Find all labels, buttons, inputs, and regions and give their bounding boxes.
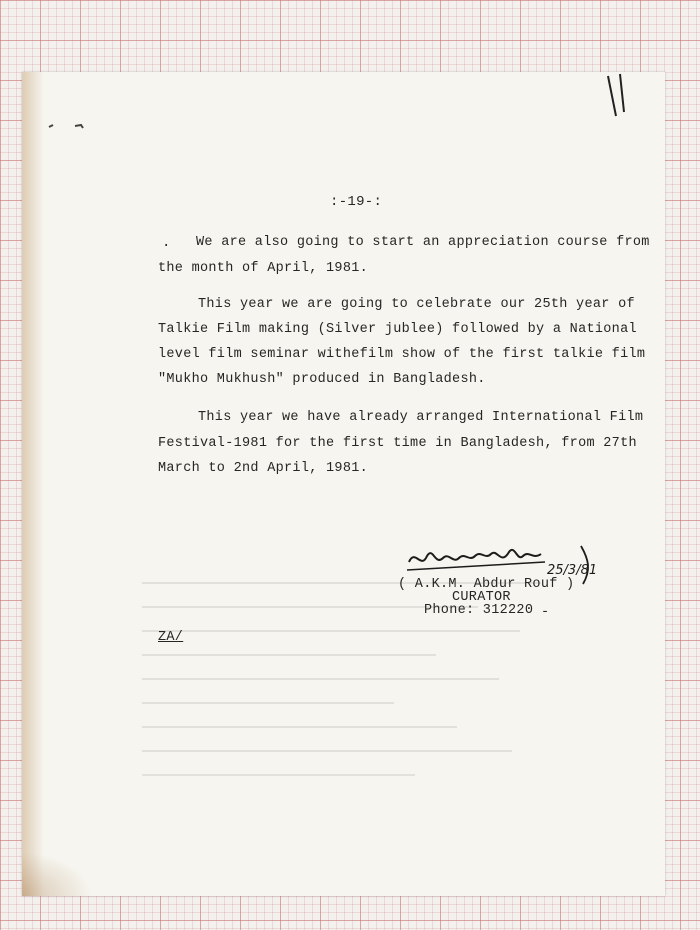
- paragraph-2-line-4: "Mukho Mukhush" produced in Bangladesh.: [158, 372, 486, 387]
- edge-stain: [22, 72, 44, 896]
- bullet-mark: .: [162, 235, 171, 251]
- paragraph-2-line-3: level film seminar withefilm show of the first talkie film: [158, 347, 646, 362]
- paragraph-1-line-1: We are also going to start an appreciation course from: [196, 235, 650, 250]
- signatory-phone: Phone: 312220: [424, 603, 534, 618]
- paragraph-1-line-2: the month of April, 1981.: [158, 261, 369, 276]
- corner-pen-marks: [596, 72, 636, 120]
- reference-initials: ZA/: [158, 630, 184, 645]
- paragraph-3-line-3: March to 2nd April, 1981.: [158, 461, 369, 476]
- signature-date: 25/3/81: [547, 563, 598, 578]
- punch-marks: [47, 120, 97, 132]
- phone-trailing-mark: -: [541, 605, 550, 620]
- show-through-text: [142, 582, 562, 842]
- page-number: :-19-:: [330, 194, 383, 210]
- paragraph-2-line-1: This year we are going to celebrate our 25th year of: [198, 297, 635, 312]
- paragraph-3-line-2: Festival-1981 for the first time in Bangladesh, from 27th: [158, 436, 637, 451]
- paragraph-3-line-1: This year we have already arranged International Film: [198, 410, 644, 425]
- corner-stain: [22, 852, 92, 896]
- paragraph-2-line-2: Talkie Film making (Silver jublee) followed by a National: [158, 322, 637, 337]
- signatory-title: CURATOR: [452, 590, 511, 605]
- signatory-name: ( A.K.M. Abdur Rouf ): [398, 577, 575, 592]
